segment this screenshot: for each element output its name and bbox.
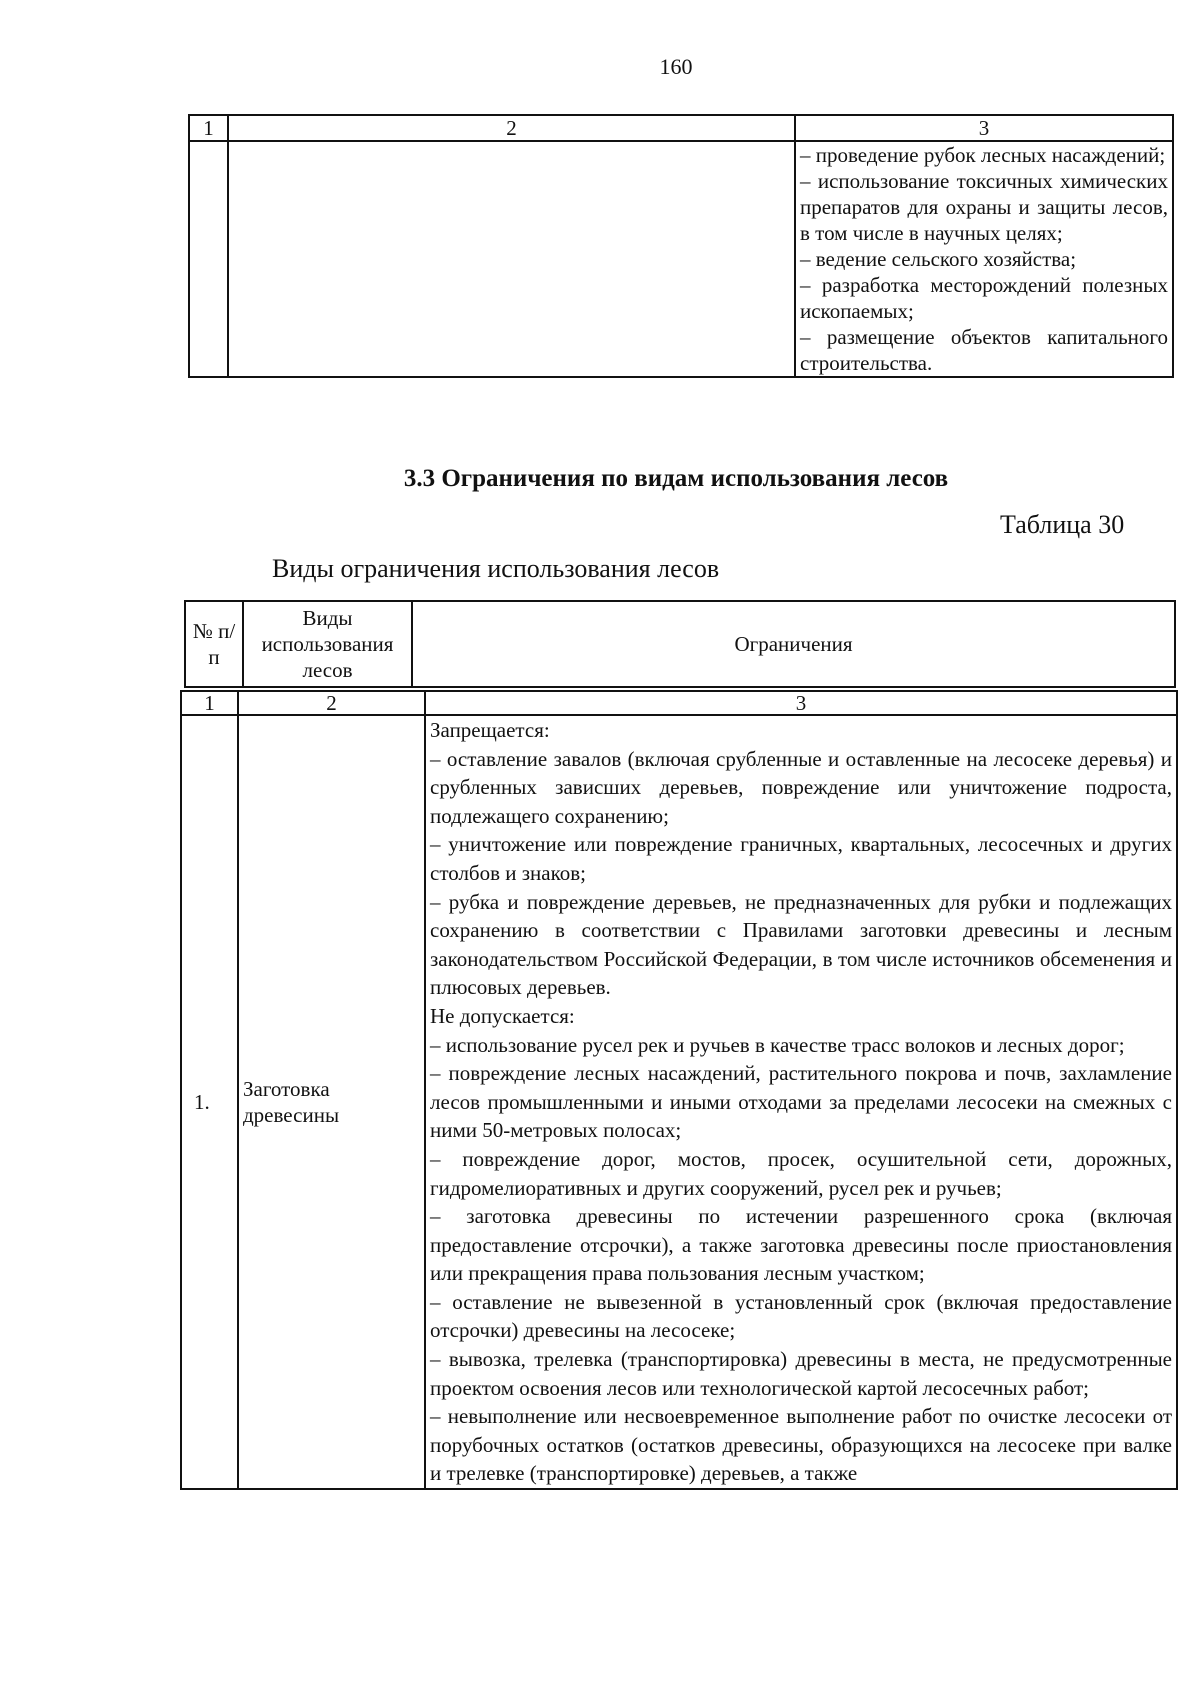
table-row	[189, 141, 1173, 377]
list-item: – разработка месторождений полезных ископаемых;	[800, 273, 1168, 323]
paragraph: – повреждение лесных насаждений, растительного покрова и почв, захламление лесов промышленными и иными отходами за пределами лесосеки на смежных с ними 50-метровых полосах;	[430, 1061, 1172, 1143]
header-number: № п/п	[185, 601, 243, 687]
row-kind: Заготовка древесины	[238, 715, 425, 1489]
table-column-numbers	[181, 691, 1177, 715]
restrictions-table	[180, 690, 1178, 1490]
column-number-1: 1	[181, 691, 238, 715]
empty-cell	[189, 141, 228, 377]
list-item: – использование токсичных химических препаратов для охраны и защиты лесов, в том числе в научных целях;	[800, 169, 1168, 245]
column-number-1: 1	[189, 115, 228, 141]
paragraph: Не допускается:	[430, 1003, 575, 1028]
paragraph: – вывозка, трелевка (транспортировка) древесины в места, не предусмотренные проектом освоения лесов или технологической картой лесосечных работ;	[430, 1347, 1172, 1400]
paragraph: – рубка и повреждение деревьев, не предназначенных для рубки и подлежащих сохранению в соответствии с Правилами заготовки древесины и лесным законодательством Российской Федерации, в том числе источников обсеменения и плюсовых деревьев.	[430, 889, 1172, 1000]
paragraph: – оставление не вывезенной в установленный срок (включая предоставление отсрочки) древесины на лесосеке;	[430, 1289, 1172, 1343]
empty-cell	[228, 141, 795, 377]
list-item: – проведение рубок лесных насаждений;	[800, 143, 1166, 167]
paragraph: – заготовка древесины по истечении разрешенного срока (включая предоставление отсрочки), а также заготовка древесины после приостановления или прекращения права пользования лесным участком;	[430, 1204, 1172, 1286]
paragraph: – использование русел рек и ручьев в качестве трасс волоков и лесных дорог;	[430, 1032, 1125, 1057]
row-number: 1.	[181, 715, 238, 1489]
section-title: 3.3 Ограничения по видам использования лесов	[403, 465, 949, 492]
header-restrictions: Ограничения	[412, 601, 1175, 687]
header-kind: Виды использования лесов	[243, 601, 412, 687]
paragraph: – повреждение дорог, мостов, просек, осушительной сети, дорожных, гидромелиоративных и других сооружений, русел рек и ручьев;	[430, 1146, 1172, 1200]
column-number-2: 2	[238, 691, 425, 715]
table-header	[184, 600, 1176, 688]
column-number-2: 2	[228, 115, 795, 141]
paragraph: – уничтожение или повреждение граничных, квартальных, лесосечных и других столбов и знаков;	[430, 832, 1172, 885]
list-item: – размещение объектов капитального строительства.	[800, 325, 1168, 375]
list-item: – ведение сельского хозяйства;	[800, 247, 1077, 271]
page-number: 160	[659, 54, 693, 79]
table-row	[181, 715, 1177, 1489]
table-label: Таблица 30	[1000, 510, 1125, 539]
paragraph: – невыполнение или несвоевременное выполнение работ по очистке лесосеки от порубочных остатков (остатков древесины, образующихся на лесосеке при валке и трелевке (транспортировке) деревьев, а также	[430, 1404, 1172, 1486]
header-row	[185, 601, 1175, 687]
column-number-3: 3	[425, 691, 1177, 715]
paragraph: – оставление завалов (включая срубленные и оставленные на лесосеке деревья) и срубленных зависших деревьев, повреждение или уничтожение подроста, подлежащего сохранению;	[430, 746, 1172, 828]
restrictions-list-cell	[795, 141, 1173, 377]
table-column-numbers	[189, 115, 1173, 141]
row-restrictions	[425, 715, 1177, 1489]
continued-table	[188, 114, 1174, 378]
table-caption: Виды ограничения использования лесов	[272, 554, 720, 583]
column-number-3: 3	[795, 115, 1173, 141]
paragraph: Запрещается:	[430, 718, 550, 742]
